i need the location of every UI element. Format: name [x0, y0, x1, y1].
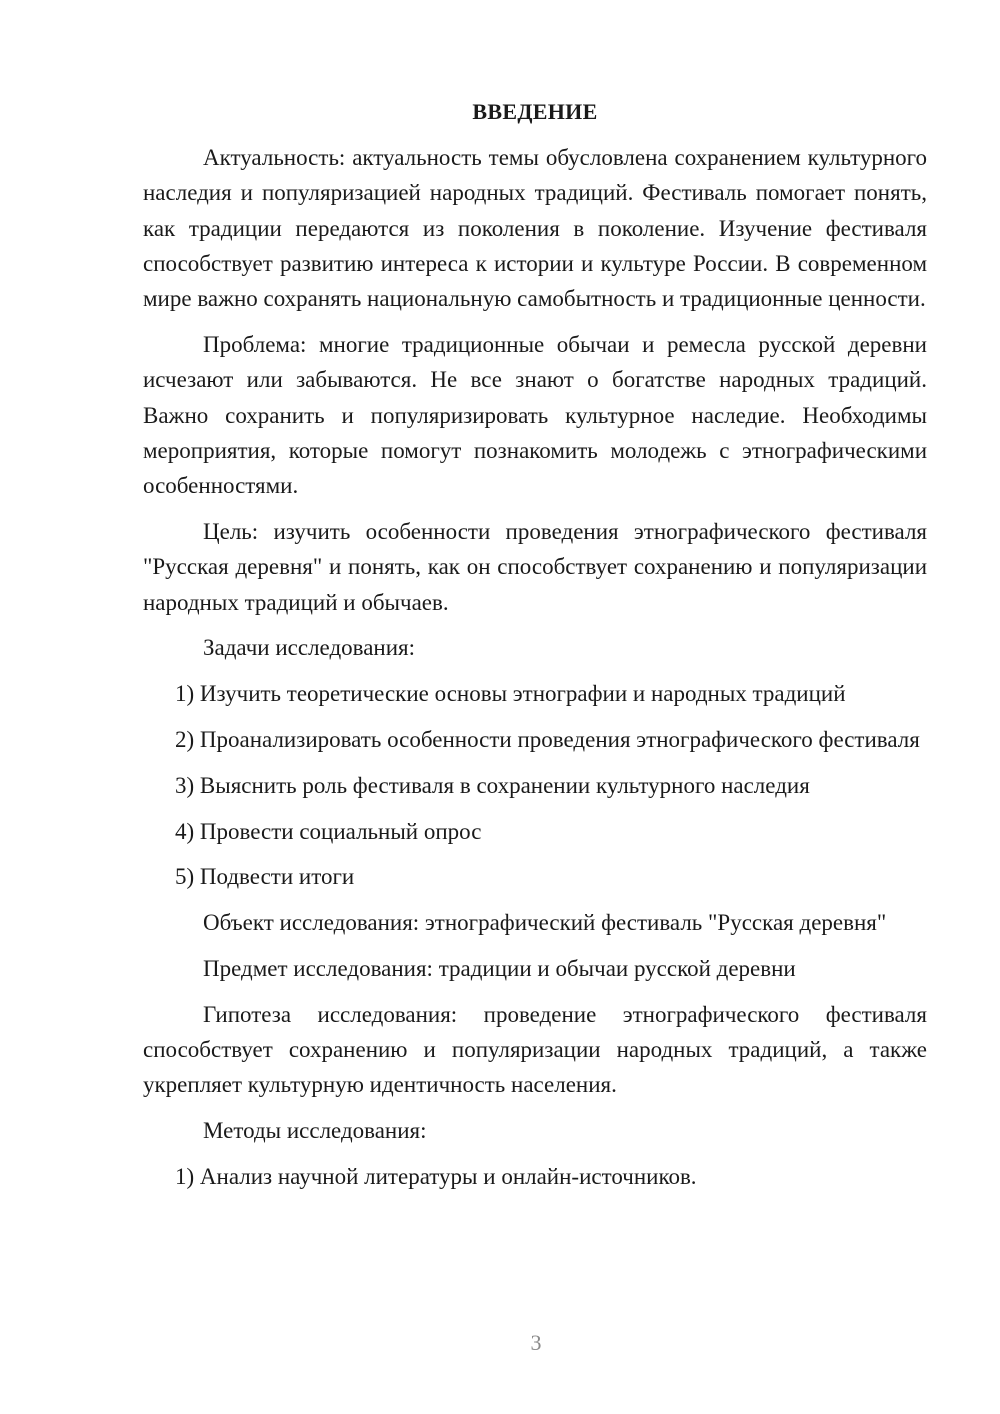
object-paragraph: Объект исследования: этнографический фестиваль "Русская деревня" — [203, 910, 887, 936]
task-item: 1) Изучить теоретические основы этнографии и народных традиций — [175, 681, 846, 707]
problem-paragraph: Проблема: многие традиционные обычаи и ремесла русской деревни исчезают или забываются. Не все знают о богатстве народных традиций. Важно сохранить и популяризировать культурное наследие. Необходимы мероприятия, которые помогут познакомить молодежь с этнографическими особенностями. — [143, 331, 927, 499]
goal-paragraph: Цель: изучить особенности проведения этнографического фестиваля "Русская деревня" и понять, как он способствует сохранению и популяризации народных традиций и обычаев. — [143, 518, 927, 615]
task-item: 3) Выяснить роль фестиваля в сохранении культурного наследия — [175, 772, 810, 798]
page-number: 3 — [530, 1330, 542, 1355]
task-item: 2) Проанализировать особенности проведения этнографического фестиваля — [175, 726, 920, 752]
methods-heading: Методы исследования: — [203, 1118, 427, 1144]
hypothesis-paragraph: Гипотеза исследования: проведение этнографического фестиваля способствует сохранению и популяризации народных традиций, а также укрепляет культурную идентичность населения. — [143, 1001, 927, 1098]
method-item: 1) Анализ научной литературы и онлайн-источников. — [175, 1163, 697, 1189]
page-content — [143, 94, 927, 1205]
task-item: 4) Провести социальный опрос — [175, 818, 482, 844]
task-item: 5) Подвести итоги — [175, 864, 355, 890]
tasks-heading: Задачи исследования: — [203, 635, 416, 661]
section-title: ВВЕДЕНИЕ — [472, 99, 598, 124]
subject-paragraph: Предмет исследования: традиции и обычаи русской деревни — [203, 955, 796, 981]
relevance-paragraph: Актуальность: актуальность темы обусловлена сохранением культурного наследия и популяризацией народных традиций. Фестиваль помогает понять, как традиции передаются из поколения в поколение. Изучение фестиваля способствует развитию интереса к истории и культуре России. В современном мире важно сохранять национальную самобытность и традиционные ценности. — [143, 145, 927, 312]
